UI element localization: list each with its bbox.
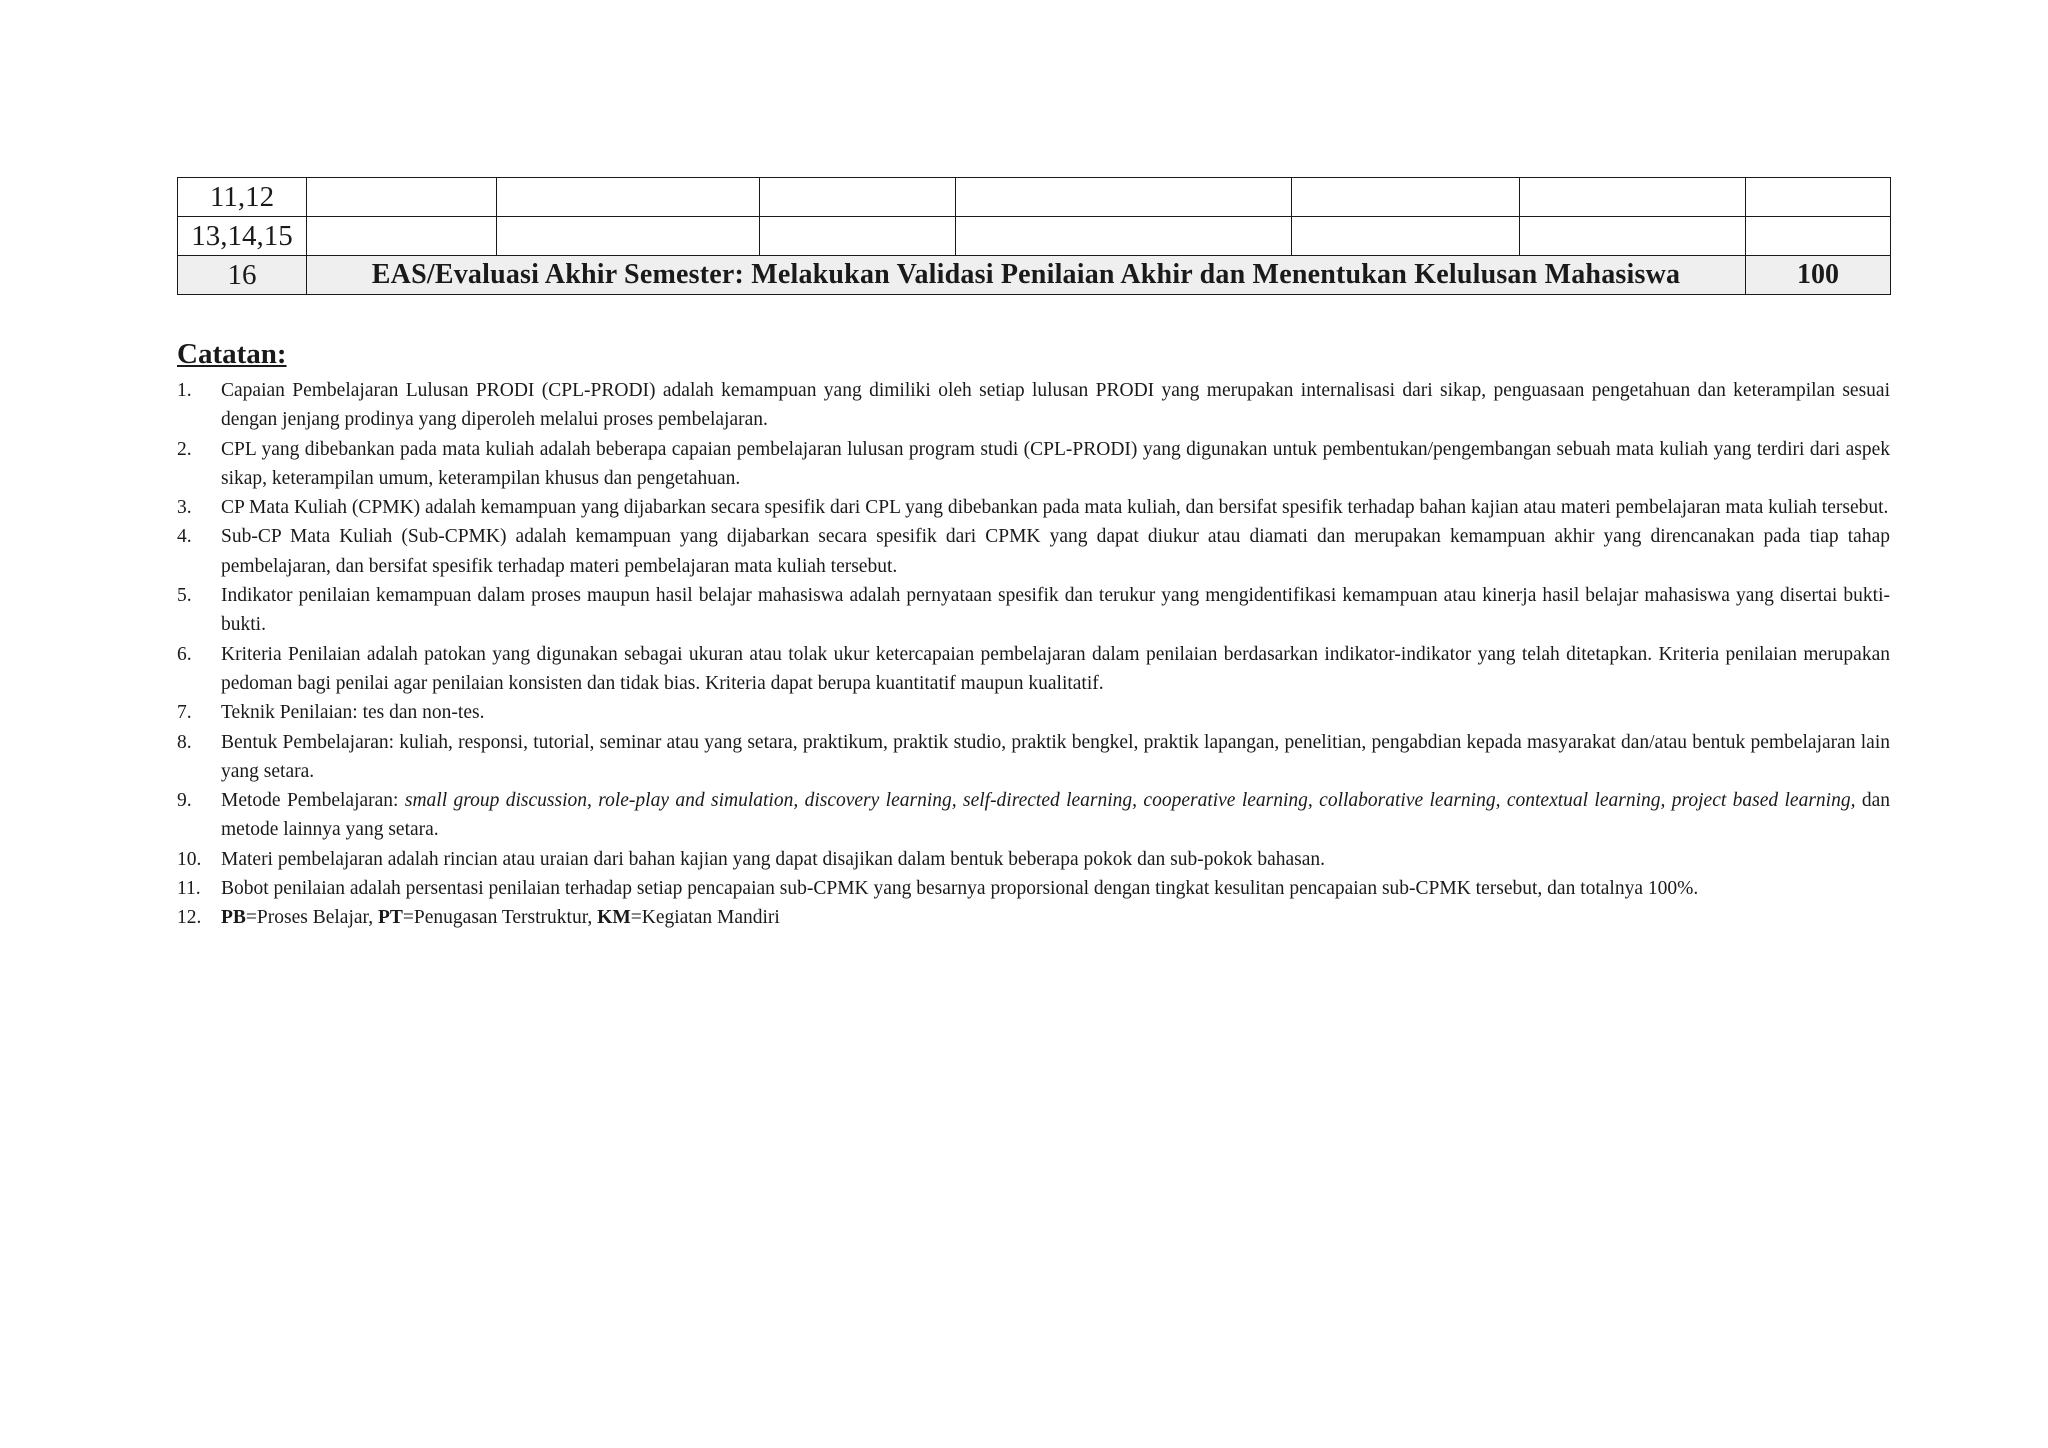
note-item	[177, 522, 1890, 581]
note-number: 2.	[177, 438, 192, 460]
note-text: Indikator penilaian kemampuan dalam proses maupun hasil belajar mahasiswa adalah pernyataan spesifik dan terukur yang mengidentifikasi kemampuan atau kinerja hasil belajar mahasiswa yang disertai bukti-bukti.	[221, 585, 1890, 636]
note-number: 3.	[177, 497, 192, 519]
table-cell	[497, 178, 760, 217]
table-cell	[1746, 217, 1891, 256]
table-cell	[307, 217, 497, 256]
note-number: 12.	[177, 907, 202, 929]
table-cell	[956, 217, 1292, 256]
table-cell	[956, 178, 1292, 217]
note-item	[177, 581, 1890, 640]
note-text-prefix: Metode Pembelajaran:	[221, 790, 405, 812]
table-cell	[1520, 178, 1746, 217]
assessment-table	[177, 177, 1891, 295]
note-number: 9.	[177, 790, 192, 812]
week-cell: 16	[178, 256, 307, 295]
note-item	[177, 698, 1890, 727]
week-cell: 11,12	[178, 178, 307, 217]
note-number: 11.	[177, 878, 201, 900]
note-text: Kriteria Penilaian adalah patokan yang digunakan sebagai ukuran atau tolak ukur ketercapaian pembelajaran dalam penilaian berdasarkan indikator-indikator yang telah ditetapkan. Kriteria penilaian merupakan pedoman bagi penilai agar penilaian konsisten dan tidak bias. Kriteria dapat berupa kuantitatif maupun kualitatif.	[221, 643, 1890, 694]
note-number: 6.	[177, 643, 192, 665]
note-text: Sub-CP Mata Kuliah (Sub-CPMK) adalah kemampuan yang dijabarkan secara spesifik dari CPMK yang dapat diukur atau diamati dan merupakan kemampuan akhir yang direncanakan pada tiap tahap pembelajaran, dan bersifat spesifik terhadap materi pembelajaran mata kuliah tersebut.	[221, 526, 1890, 577]
note-text: CP Mata Kuliah (CPMK) adalah kemampuan yang dijabarkan secara spesifik dari CPL yang dibebankan pada mata kuliah, dan bersifat spesifik terhadap bahan kajian atau materi pembelajaran mata kuliah tersebut.	[221, 497, 1889, 519]
abbr-pt-text: =Penugasan Terstruktur,	[402, 907, 598, 929]
note-text-suffix: dan metode lainnya yang setara.	[221, 790, 1890, 841]
notes-list	[177, 376, 1890, 933]
note-number: 10.	[177, 848, 202, 870]
note-number: 1.	[177, 380, 192, 401]
note-item	[177, 640, 1890, 699]
note-text: Bobot penilaian adalah persentasi penilaian terhadap setiap pencapaian sub-CPMK yang besarnya proporsional dengan tingkat kesulitan pencapaian sub-CPMK tersebut, dan totalnya 100%.	[221, 878, 1699, 900]
final-exam-weight: 100	[1746, 256, 1891, 295]
note-text: Capaian Pembelajaran Lulusan PRODI (CPL-PRODI) adalah kemampuan yang dimiliki oleh setiap lulusan PRODI yang merupakan internalisasi dari sikap, penguasaan pengetahuan dan keterampilan sesuai dengan jenjang prodinya yang diperoleh melalui proses pembelajaran.	[221, 380, 1890, 431]
abbr-km-text: =Kegiatan Mandiri	[630, 907, 780, 929]
abbr-km: KM	[597, 907, 631, 929]
note-item	[177, 874, 1890, 903]
note-item	[177, 728, 1890, 787]
table-cell	[1292, 217, 1520, 256]
table-cell	[760, 178, 956, 217]
abbr-pt: PT	[378, 907, 403, 929]
note-item	[177, 376, 1890, 435]
note-text: CPL yang dibebankan pada mata kuliah adalah beberapa capaian pembelajaran lulusan program studi (CPL-PRODI) yang digunakan untuk pembentukan/pengembangan sebuah mata kuliah yang terdiri dari aspek sikap, keterampilan umum, keterampilan khusus dan pengetahuan.	[221, 438, 1890, 489]
table-cell	[307, 178, 497, 217]
abbr-pb-text: =Proses Belajar,	[245, 907, 378, 929]
note-item	[177, 435, 1890, 494]
notes-section	[177, 336, 1890, 933]
note-number: 4.	[177, 526, 192, 548]
notes-title: Catatan:	[177, 338, 287, 370]
note-number: 5.	[177, 585, 192, 607]
table-row	[178, 178, 1891, 217]
final-exam-description: EAS/Evaluasi Akhir Semester: Melakukan Validasi Penilaian Akhir dan Menentukan Kelulusan Mahasiswa	[307, 256, 1746, 295]
note-text	[221, 786, 1890, 845]
note-text-italic: small group discussion, role-play and simulation, discovery learning, self-directed learning, cooperative learning, collaborative learning, contextual learning, project based learning,	[404, 790, 1856, 812]
table-cell	[1292, 178, 1520, 217]
table-cell	[1746, 178, 1891, 217]
note-text: Materi pembelajaran adalah rincian atau uraian dari bahan kajian yang dapat disajikan dalam bentuk beberapa pokok dan sub-pokok bahasan.	[221, 848, 1326, 870]
note-text	[221, 903, 1890, 932]
note-text: Bentuk Pembelajaran: kuliah, responsi, tutorial, seminar atau yang setara, praktikum, praktik studio, praktik bengkel, praktik lapangan, penelitian, pengabdian kepada masyarakat dan/atau bentuk pembelajaran lain yang setara.	[221, 731, 1890, 782]
week-cell: 13,14,15	[178, 217, 307, 256]
note-item	[177, 845, 1890, 874]
note-number: 8.	[177, 731, 192, 753]
table-row	[178, 217, 1891, 256]
final-exam-row	[178, 256, 1891, 295]
note-text: Teknik Penilaian: tes dan non-tes.	[221, 702, 485, 724]
note-number: 7.	[177, 702, 192, 724]
note-item	[177, 786, 1890, 845]
note-item	[177, 903, 1890, 932]
abbr-pb: PB	[221, 907, 246, 929]
note-item	[177, 493, 1890, 522]
table-cell	[1520, 217, 1746, 256]
table-cell	[497, 217, 760, 256]
table-cell	[760, 217, 956, 256]
